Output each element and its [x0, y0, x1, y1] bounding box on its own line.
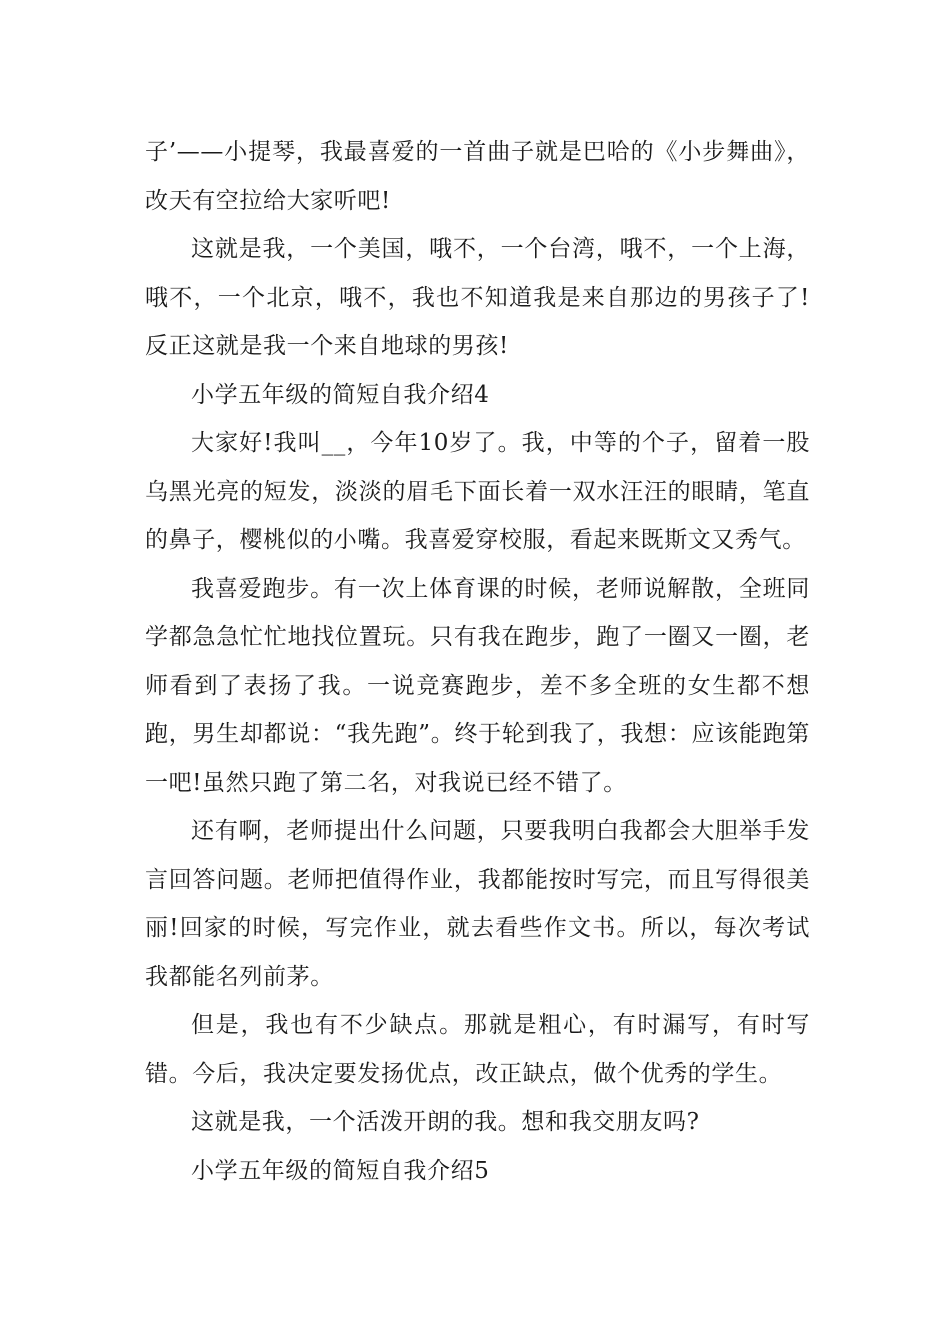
paragraph: 这就是我，一个活泼开朗的我。想和我交朋友吗? [191, 1109, 700, 1135]
paragraph: 大家好!我叫__，今年10岁了。我，中等的个子，留着一股乌黑光亮的短发，淡淡的眉毛下面长着一双水汪汪的眼睛，笔直的鼻子，樱桃似的小嘴。我喜爱穿校服，看起来既斯文又秀气。 [145, 430, 810, 553]
paragraph: 还有啊，老师提出什么问题，只要我明白我都会大胆举手发言回答问题。老师把值得作业，我都能按时写完，而且写得很美丽!回家的时候，写完作业，就去看些作文书。所以，每次考试我都能名列前茅。 [145, 818, 810, 990]
paragraph: 这就是我，一个美国，哦不，一个台湾，哦不，一个上海，哦不，一个北京，哦不，我也不知道我是来自那边的男孩子了!反正这就是我一个来自地球的男孩! [145, 236, 810, 359]
document-body [145, 128, 810, 1195]
paragraph: 我喜爱跑步。有一次上体育课的时候，老师说解散，全班同学都急急忙忙地找位置玩。只有我在跑步，跑了一圈又一圈，老师看到了表扬了我。一说竞赛跑步，差不多全班的女生都不想跑，男生却都说：“我先跑”。终于轮到我了，我想：应该能跑第一吧!虽然只跑了第二名，对我说已经不错了。 [145, 575, 810, 796]
section-heading: 小学五年级的简短自我介绍4 [191, 381, 490, 408]
section-heading: 小学五年级的简短自我介绍5 [191, 1157, 490, 1184]
paragraph: 但是，我也有不少缺点。那就是粗心，有时漏写，有时写错。今后，我决定要发扬优点，改正缺点，做个优秀的学生。 [145, 1012, 810, 1087]
paragraph-continuation: 子’——小提琴，我最喜爱的一首曲子就是巴哈的《小步舞曲》，改天有空拉给大家听吧! [145, 139, 810, 214]
